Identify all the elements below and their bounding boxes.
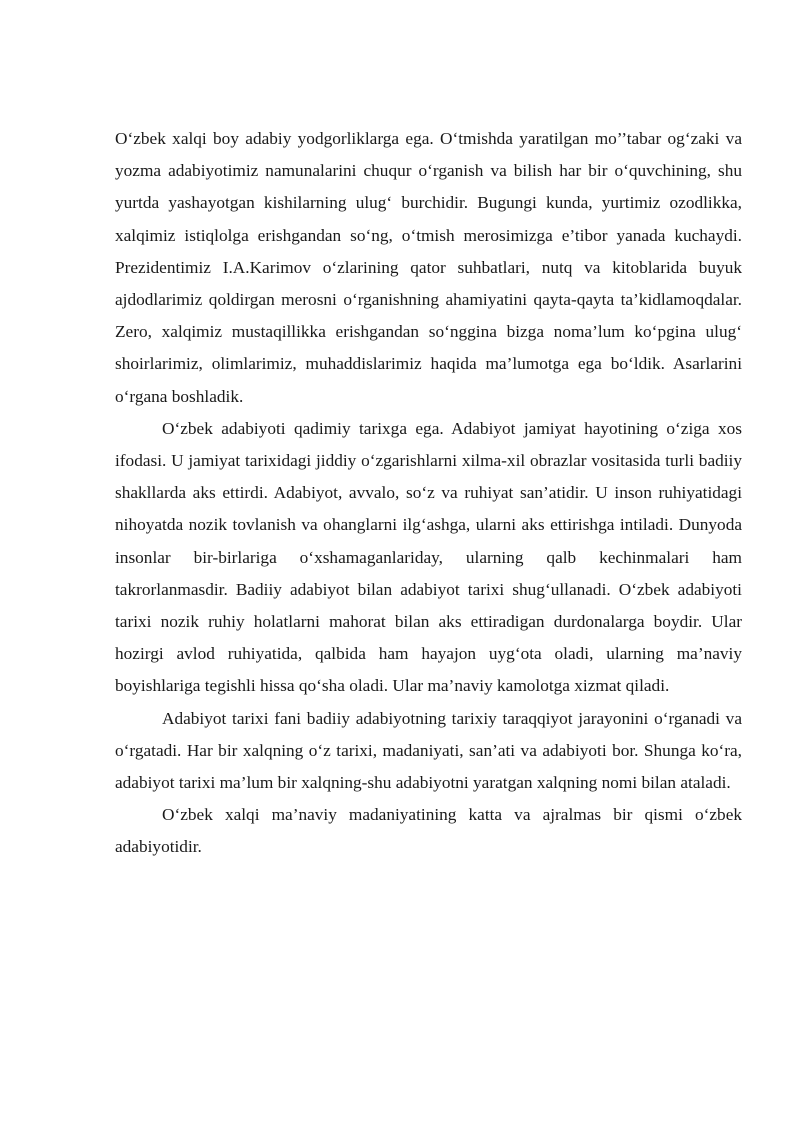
paragraph-4: O‘zbek xalqi ma’naviy madaniyatining katta va ajralmas bir qismi o‘zbek adabiyotidir. xyxy=(115,805,742,857)
document-body xyxy=(115,123,742,864)
paragraph-3: Adabiyot tarixi fani badiiy adabiyotning tarixiy taraqqiyot jarayonini o‘rganadi va o‘rgatadi. Har bir xalqning o‘z tarixi, madaniyati, san’ati va adabiyoti bor. Shunga ko‘ra, adabiyot tarixi ma’lum bir xalqning-shu adabiyotni yaratgan xalqning nomi bilan ataladi. xyxy=(115,708,742,793)
paragraph-1: O‘zbek xalqi boy adabiy yodgorliklarga ega. O‘tmishda yaratilgan mo’’tabar og‘zaki va yozma adabiyotimiz namunalarini chuqur o‘rganish va bilish har bir o‘quvchining, shu yurtda yashayotgan kishilarning ulug‘ burchidir. Bugungi kunda, yurtimiz ozodlikka, xalqimiz istiqlolga erishgandan so‘ng, o‘tmish merosimizga e’tibor yanada kuchaydi. Prezidentimiz I.A.Karimov o‘zlarining qator suhbatlari, nutq va kitoblarida buyuk ajdodlarimiz qoldirgan merosni o‘rganishning ahamiyatini qayta-qayta ta’kidlamoqdalar. Zero, xalqimiz mustaqillikka erishgandan so‘nggina bizga noma’lum ko‘pgina ulug‘ shoirlarimiz, olimlarimiz, muhaddislarimiz haqida ma’lumotga ega bo‘ldik. Asarlarini o‘rgana boshladik. xyxy=(115,129,742,406)
paragraph-2: O‘zbek adabiyoti qadimiy tarixga ega. Adabiyot jamiyat hayotining o‘ziga xos ifodasi. U jamiyat tarixidagi jiddiy o‘zgarishlarni xilma-xil obrazlar vositasida turli badiiy shakllarda aks ettirdi. Adabiyot, avvalo, so‘z va ruhiyat san’atidir. U inson ruhiyatidagi nihoyatda nozik tovlanish va ohanglarni ilg‘ashga, ularni aks ettirishga intiladi. Dunyoda insonlar bir-birlariga o‘xshamaganlariday, ularning qalb kechinmalari ham takrorlanmasdir. Badiiy adabiyot bilan adabiyot tarixi shug‘ullanadi. O‘zbek adabiyoti tarixi nozik ruhiy holatlarni mahorat bilan aks ettiradigan durdonalarga boydir. Ular hozirgi avlod ruhiyatida, qalbida ham hayajon uyg‘ota oladi, ularning ma’naviy boyishlariga tegishli hissa qo‘sha oladi. Ular ma’naviy kamolotga xizmat qiladi. xyxy=(115,418,742,696)
